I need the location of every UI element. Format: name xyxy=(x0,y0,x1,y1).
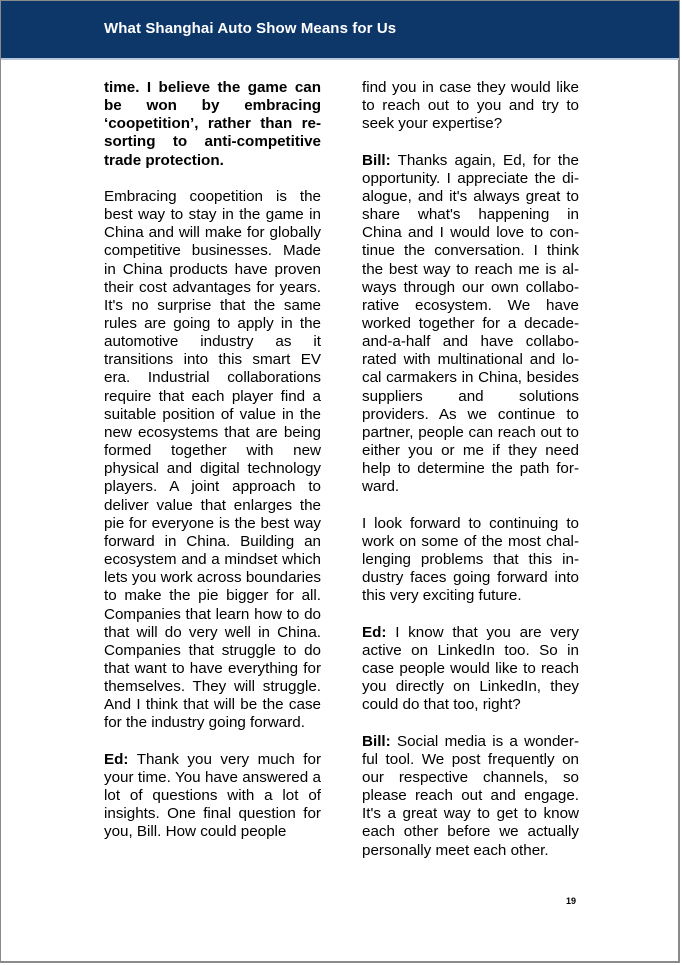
page-number: 19 xyxy=(566,896,577,906)
bill-answer-text: Social media is a wonderful tool. We post frequently on our respective channels, so please reach out and engage. It's a great way to get to know each other before we actually personally meet each other. xyxy=(362,732,579,859)
speaker-label-ed: Ed: xyxy=(362,623,387,641)
header-bar xyxy=(1,1,679,58)
bill-answer-text: Thanks again, Ed, for the opportunity. I appreciate the dialogue, and it's always great to share what's happening in China and I would love to continue the conversation. I think the best way to reach me is always through our own collaborative ecosystem. We have worked together for a decade-and-a-half and have collaborated with multinational and local carmakers in China, besides suppliers and solutions providers. As we continue to partner, people can reach out to either you or me if they need help to determine the path forward. xyxy=(362,151,579,496)
speaker-label-bill: Bill: xyxy=(362,151,391,169)
speaker-label-bill: Bill: xyxy=(362,732,391,750)
body-paragraph: I look forward to continuing to work on some of the most challenging problems that this industry faces going forward into this very exciting future. xyxy=(362,514,579,605)
body-paragraph: Embracing coopetition is the best way to stay in the game in China and will make for globally competitive businesses. Made in China products have proven their cost advantages for years. It's no surprise that the same rules are going to apply in the automotive industry as it transitions into this smart EV era. Industrial collaborations require that each player find a suitable position of value in the new ecosystems that are being formed together with new physical and digital technology players. A joint approach to deliver value that enlarges the pie for everyone is the best way forward in China. Building an ecosystem and a mindset which lets you work across boundaries to make the pie bigger for all. Companies that learn how to do that will do very well in China. Companies that struggle to do that want to have everything for themselves. They will struggle. And I think that will be the case for the industry going forward. xyxy=(104,187,321,732)
bill-answer-paragraph xyxy=(362,733,579,860)
page-title: What Shanghai Auto Show Means for Us xyxy=(104,20,397,37)
ed-question-text: Thank you very much for your time. You have answered a lot of questions with a lot of insights. One final question for you, Bill. How could people xyxy=(104,750,321,841)
ed-question-paragraph xyxy=(362,624,579,715)
bill-answer-paragraph xyxy=(362,152,579,497)
continuation-paragraph: find you in case they would like to reach out to you and try to seek your expertise? xyxy=(362,79,579,133)
intro-paragraph: time. I believe the game can be won by embracing ‘coopetition’, rather than resorting to anti-competitive trade protection. xyxy=(104,79,321,169)
right-column xyxy=(362,79,579,878)
ed-question-paragraph xyxy=(104,751,321,842)
speaker-label-ed: Ed: xyxy=(104,750,129,768)
header-divider xyxy=(1,58,679,60)
left-column xyxy=(104,79,321,860)
ed-question-text: I know that you are very active on LinkedIn too. So in case people would like to reach you directly on LinkedIn, they could do that too, right? xyxy=(362,623,579,714)
